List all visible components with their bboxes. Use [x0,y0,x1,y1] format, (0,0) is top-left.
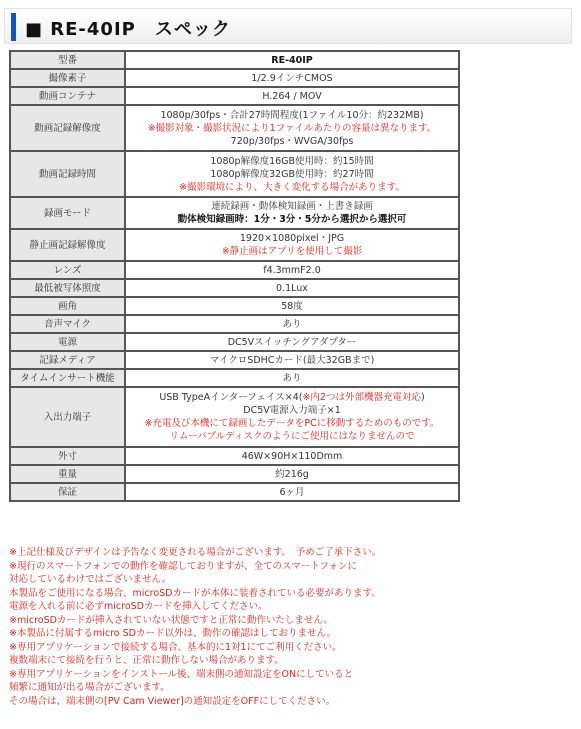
spec-value-line: あり [282,372,302,384]
spec-label: 画角 [10,297,125,315]
spec-value [125,69,459,87]
spec-label: 型番 [10,51,125,69]
spec-value-line: DC5Vスイッチングアダプター [227,336,357,348]
spec-row [10,279,459,297]
spec-value-line: 1080p解像度32GB使用時：約27時間 [210,168,374,180]
spec-value-line: 1/2.9インチCMOS [251,72,333,84]
spec-row [10,87,459,105]
spec-value-line: 約216g [275,468,309,480]
spec-value [125,315,459,333]
spec-value-line: RE-40IP [271,54,313,66]
spec-value-line: H.264 / MOV [262,90,322,102]
spec-value-line: 1080p/30fps・合計27時間程度(1ファイル10分：約232MB) [160,109,424,121]
spec-value-line [130,391,454,404]
note-line: 頻繁に通知が出る場合がございます。 [9,682,170,693]
spec-value [125,51,459,69]
note-line: ※専用アプリケーションで接続する場合、基本的に1対1にてご利用ください。 [9,641,342,653]
note-line: ※現行のスマートフォンでの動作を確認しておりますが、全てのスマートフォンに [9,560,358,572]
spec-value [125,465,459,483]
spec-label: 音声マイク [10,315,125,333]
spec-value [125,447,459,465]
spec-value [125,87,459,105]
spec-value [125,369,459,387]
spec-value-line: ※撮影環境により、大きく変化する場合があります。 [179,181,405,193]
spec-value-line: 58度 [281,300,303,312]
note-line: その場合は、端末側の[PV Cam Viewer]の通知設定をOFFにしてください。 [9,695,336,707]
spec-row [10,465,459,483]
header-accent-bar [11,13,16,41]
notes-section [9,546,469,708]
spec-value [125,483,459,501]
spec-value [125,333,459,351]
spec-label: 最低被写体照度 [10,279,125,297]
spec-value-line: 720p/30fps・WVGA/30fps [230,135,354,147]
spec-value [125,297,459,315]
spec-row [10,447,459,465]
spec-row [10,261,459,279]
spec-row [10,105,459,151]
spec-row [10,197,459,229]
spec-row [10,69,459,87]
spec-value-segment: ) [420,392,425,403]
spec-label: 記録メディア [10,351,125,369]
spec-row [10,369,459,387]
spec-value-line: 46W×90H×110Dmm [241,450,343,462]
spec-value-line: 連続録画・動体検知録画・上書き録画 [211,201,373,212]
spec-label: 動画記録解像度 [10,105,125,151]
note-line: 電源を入れる前に必ずmicroSDカードを挿入してください。 [9,601,268,612]
spec-row [10,351,459,369]
spec-label: 外寸 [10,447,125,465]
note-line: ※microSDカードが挿入されていない状態ですと正常に動作いたしません。 [9,614,334,626]
spec-value [125,151,459,197]
spec-value [125,387,459,447]
spec-row [10,315,459,333]
spec-value-line: DC5V電源入力端子×1 [243,405,341,416]
spec-value-line: あり [282,318,302,330]
spec-label: 電源 [10,333,125,351]
spec-label: 動画コンテナ [10,87,125,105]
spec-value-line: マイクロSDHCカード(最大32GBまで) [209,354,375,366]
note-line: ※上記仕様及びデザインは予告なく変更される場合がございます。 予めご了承下さい。 [9,547,382,558]
spec-value-line: 1920×1080pixel・JPG [239,233,345,244]
spec-value-segment: ※内2つは外部機器充電対応 [302,392,421,403]
spec-value [125,351,459,369]
spec-label: 重量 [10,465,125,483]
note-line: 対応しているわけではございません。 [9,574,172,585]
spec-value [125,197,459,229]
note-line: ※本製品に付属するmicro SDカード以外は、動作の確認はしておりません。 [9,628,337,639]
spec-value-line: リムーバブルディスクのようにご使用にはなりませんので [169,431,415,442]
spec-value-line: ※撮影対象・撮影状況により1ファイルあたりの容量は異なります。 [147,122,437,134]
note-line: 本製品をご使用になる場合、microSDカードが本体に装着されている必要があります。 [9,587,381,599]
spec-value-line: f4.3mmF2.0 [263,264,321,276]
note-line: ※専用アプリケーションをインストール後、端末側の通知設定をONにしていると [9,668,354,680]
spec-label: 保証 [10,483,125,501]
note-line: 複数端末にて接続を行うと、正常に動作しない場合があります。 [9,655,284,666]
spec-label: 録画モード [10,197,125,229]
spec-label: タイムインサート機能 [10,369,125,387]
spec-label: 静止画記録解像度 [10,229,125,261]
spec-value-line: ※充電及び本機にて録画したデータをPCに移動するためのものです。 [144,418,440,429]
spec-label: 動画記録時間 [10,151,125,197]
spec-label: レンズ [10,261,125,279]
spec-value [125,261,459,279]
spec-value [125,229,459,261]
spec-value-line: 動体検知録画時：1分・3分・5分から選択から選択可 [177,214,407,225]
spec-row [10,151,459,197]
spec-value-line: 0.1Lux [276,282,308,294]
spec-table [9,50,460,502]
spec-value-line: 1080p解像度16GB使用時：約15時間 [210,155,374,167]
spec-row [10,483,459,501]
page-title: ■ RE-40IP スペック [25,19,231,40]
spec-value-line: 6ヶ月 [279,486,305,498]
spec-label: 撮像素子 [10,69,125,87]
spec-row [10,51,459,69]
spec-row [10,229,459,261]
spec-value-segment: USB TypeAインターフェイス×4( [159,392,303,403]
spec-header [4,8,572,44]
spec-value [125,105,459,151]
spec-row [10,387,459,447]
spec-label: 入出力端子 [10,387,125,447]
spec-row [10,297,459,315]
spec-value-line: ※静止画はアプリを使用して撮影 [221,246,363,257]
spec-row [10,333,459,351]
spec-value [125,279,459,297]
